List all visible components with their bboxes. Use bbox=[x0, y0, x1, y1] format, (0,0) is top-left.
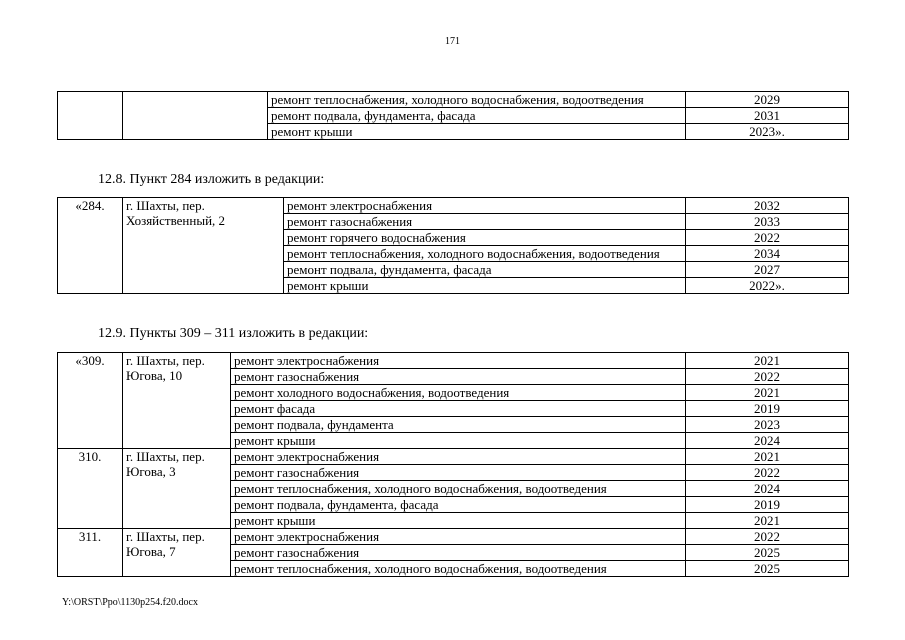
page-number: 171 bbox=[445, 36, 460, 47]
work-cell: ремонт крыши bbox=[231, 433, 686, 449]
year-cell: 2027 bbox=[686, 262, 849, 278]
item-number: 311. bbox=[58, 529, 123, 577]
work-cell: ремонт подвала, фундамента, фасада bbox=[268, 108, 686, 124]
year-cell: 2025 bbox=[686, 561, 849, 577]
year-cell: 2022 bbox=[686, 369, 849, 385]
work-cell: ремонт электроснабжения bbox=[231, 449, 686, 465]
table-row bbox=[58, 353, 849, 369]
address-cell: г. Шахты, пер. Югова, 10 bbox=[123, 353, 231, 449]
work-cell: ремонт газоснабжения bbox=[231, 465, 686, 481]
year-cell: 2023 bbox=[686, 417, 849, 433]
year-cell: 2023». bbox=[686, 124, 849, 140]
item-284-table bbox=[57, 197, 849, 294]
address-cell: г. Шахты, пер. Югова, 7 bbox=[123, 529, 231, 577]
year-cell: 2022 bbox=[686, 465, 849, 481]
work-cell: ремонт крыши bbox=[268, 124, 686, 140]
address-cell: г. Шахты, пер. Югова, 3 bbox=[123, 449, 231, 529]
work-cell: ремонт газоснабжения bbox=[231, 545, 686, 561]
work-cell: ремонт теплоснабжения, холодного водоснабжения, водоотведения bbox=[284, 246, 686, 262]
year-cell: 2021 bbox=[686, 385, 849, 401]
year-cell: 2022 bbox=[686, 230, 849, 246]
work-cell: ремонт электроснабжения bbox=[284, 198, 686, 214]
year-cell: 2031 bbox=[686, 108, 849, 124]
work-cell: ремонт газоснабжения bbox=[231, 369, 686, 385]
work-cell: ремонт электроснабжения bbox=[231, 353, 686, 369]
year-cell: 2021 bbox=[686, 449, 849, 465]
item-number: «284. bbox=[58, 198, 123, 294]
year-cell: 2021 bbox=[686, 353, 849, 369]
work-cell: ремонт холодного водоснабжения, водоотведения bbox=[231, 385, 686, 401]
work-cell: ремонт горячего водоснабжения bbox=[284, 230, 686, 246]
year-cell: 2025 bbox=[686, 545, 849, 561]
work-cell: ремонт фасада bbox=[231, 401, 686, 417]
year-cell: 2033 bbox=[686, 214, 849, 230]
year-cell: 2021 bbox=[686, 513, 849, 529]
year-cell: 2024 bbox=[686, 433, 849, 449]
work-cell: ремонт крыши bbox=[284, 278, 686, 294]
work-cell: ремонт теплоснабжения, холодного водоснабжения, водоотведения bbox=[231, 561, 686, 577]
section-heading-12-9: 12.9. Пункты 309 – 311 изложить в редакции: bbox=[98, 326, 369, 341]
work-cell: ремонт теплоснабжения, холодного водоснабжения, водоотведения bbox=[268, 92, 686, 108]
work-cell: ремонт электроснабжения bbox=[231, 529, 686, 545]
table-row bbox=[58, 198, 849, 214]
continuation-table bbox=[57, 91, 849, 140]
table-row bbox=[58, 529, 849, 545]
address-cell bbox=[123, 92, 268, 140]
year-cell: 2022 bbox=[686, 529, 849, 545]
year-cell: 2019 bbox=[686, 401, 849, 417]
work-cell: ремонт подвала, фундамента bbox=[231, 417, 686, 433]
items-309-311-table bbox=[57, 352, 849, 577]
year-cell: 2019 bbox=[686, 497, 849, 513]
address-cell: г. Шахты, пер. Хозяйственный, 2 bbox=[123, 198, 284, 294]
year-cell: 2034 bbox=[686, 246, 849, 262]
work-cell: ремонт газоснабжения bbox=[284, 214, 686, 230]
year-cell: 2022». bbox=[686, 278, 849, 294]
work-cell: ремонт крыши bbox=[231, 513, 686, 529]
item-number: «309. bbox=[58, 353, 123, 449]
year-cell: 2032 bbox=[686, 198, 849, 214]
work-cell: ремонт теплоснабжения, холодного водоснабжения, водоотведения bbox=[231, 481, 686, 497]
section-heading-12-8: 12.8. Пункт 284 изложить в редакции: bbox=[98, 172, 325, 187]
work-cell: ремонт подвала, фундамента, фасада bbox=[284, 262, 686, 278]
item-number: 310. bbox=[58, 449, 123, 529]
year-cell: 2029 bbox=[686, 92, 849, 108]
num-cell bbox=[58, 92, 123, 140]
table-row bbox=[58, 449, 849, 465]
year-cell: 2024 bbox=[686, 481, 849, 497]
table-row bbox=[58, 92, 849, 108]
file-path-footer: Y:\ORST\Ppo\1130p254.f20.docx bbox=[62, 597, 198, 608]
work-cell: ремонт подвала, фундамента, фасада bbox=[231, 497, 686, 513]
